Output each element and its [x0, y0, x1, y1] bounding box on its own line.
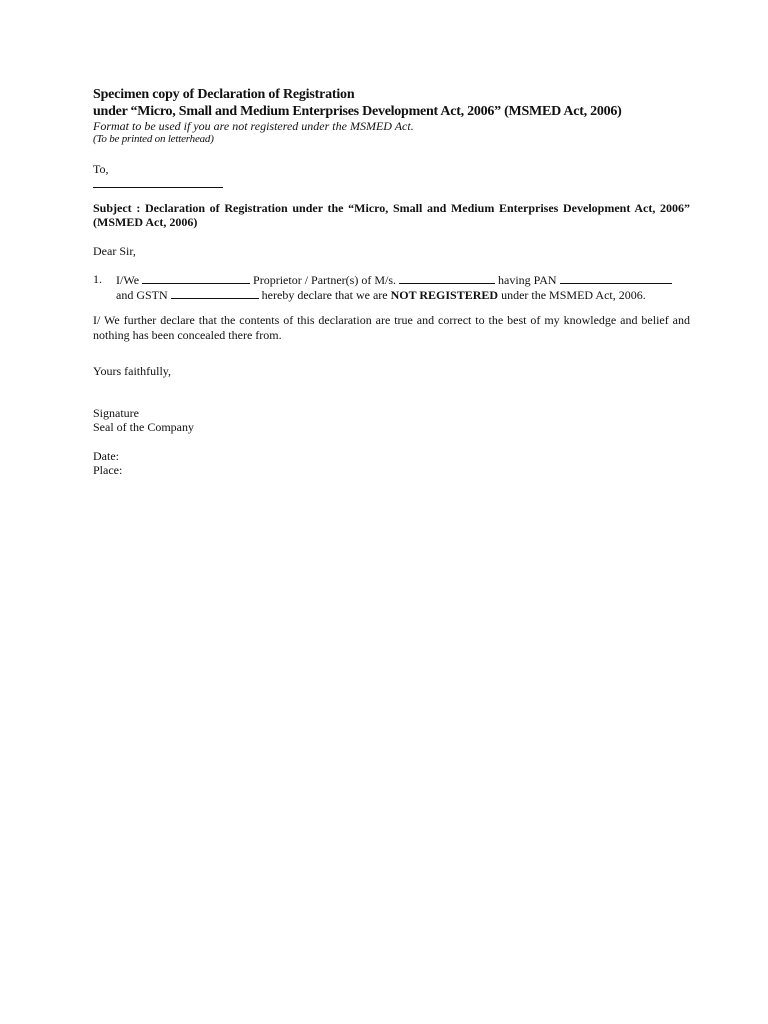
date-label: Date:	[93, 449, 119, 463]
gstn-blank	[171, 287, 259, 299]
item-text-we: I/We	[116, 273, 140, 287]
letterhead-note: (To be printed on letterhead)	[93, 133, 214, 145]
item-line-1	[116, 272, 690, 287]
declaration-document	[93, 87, 690, 477]
company-blank	[399, 272, 495, 284]
salutation: Dear Sir,	[93, 244, 136, 258]
signature-label: Signature	[93, 406, 139, 420]
place-label: Place:	[93, 463, 123, 477]
further-declaration: I/ We further declare that the contents of this declaration are true and correct to the best of my knowledge and belief and nothing has been concealed there from.	[93, 313, 690, 342]
item-text-act: under the MSMED Act, 2006.	[501, 288, 646, 302]
item-text-pan: having PAN	[498, 273, 557, 287]
declaration-item	[93, 272, 690, 302]
closing: Yours faithfully,	[93, 364, 172, 378]
item-text-declare: hereby declare that we are	[261, 288, 388, 302]
recipient-label: To,	[93, 162, 109, 176]
name-blank	[142, 272, 250, 284]
seal-label: Seal of the Company	[93, 420, 194, 434]
item-line-2	[116, 287, 690, 302]
recipient-blank-line	[93, 177, 223, 188]
not-registered-emphasis: NOT REGISTERED	[390, 288, 499, 302]
subject-line: Subject : Declaration of Registration under the “Micro, Small and Medium Enterprises Development Act, 2006” (MSMED Act, 2006)	[93, 201, 690, 229]
document-title: Specimen copy of Declaration of Registration	[93, 87, 355, 102]
item-text-gstn: and GSTN	[116, 288, 168, 302]
item-body	[116, 272, 690, 302]
document-title-act: under “Micro, Small and Medium Enterprises Development Act, 2006” (MSMED Act, 2006)	[93, 104, 622, 119]
format-note: Format to be used if you are not registered under the MSMED Act.	[93, 119, 414, 133]
item-number: 1.	[93, 272, 102, 286]
item-text-proprietor: Proprietor / Partner(s) of M/s.	[253, 273, 397, 287]
pan-blank	[560, 272, 672, 284]
